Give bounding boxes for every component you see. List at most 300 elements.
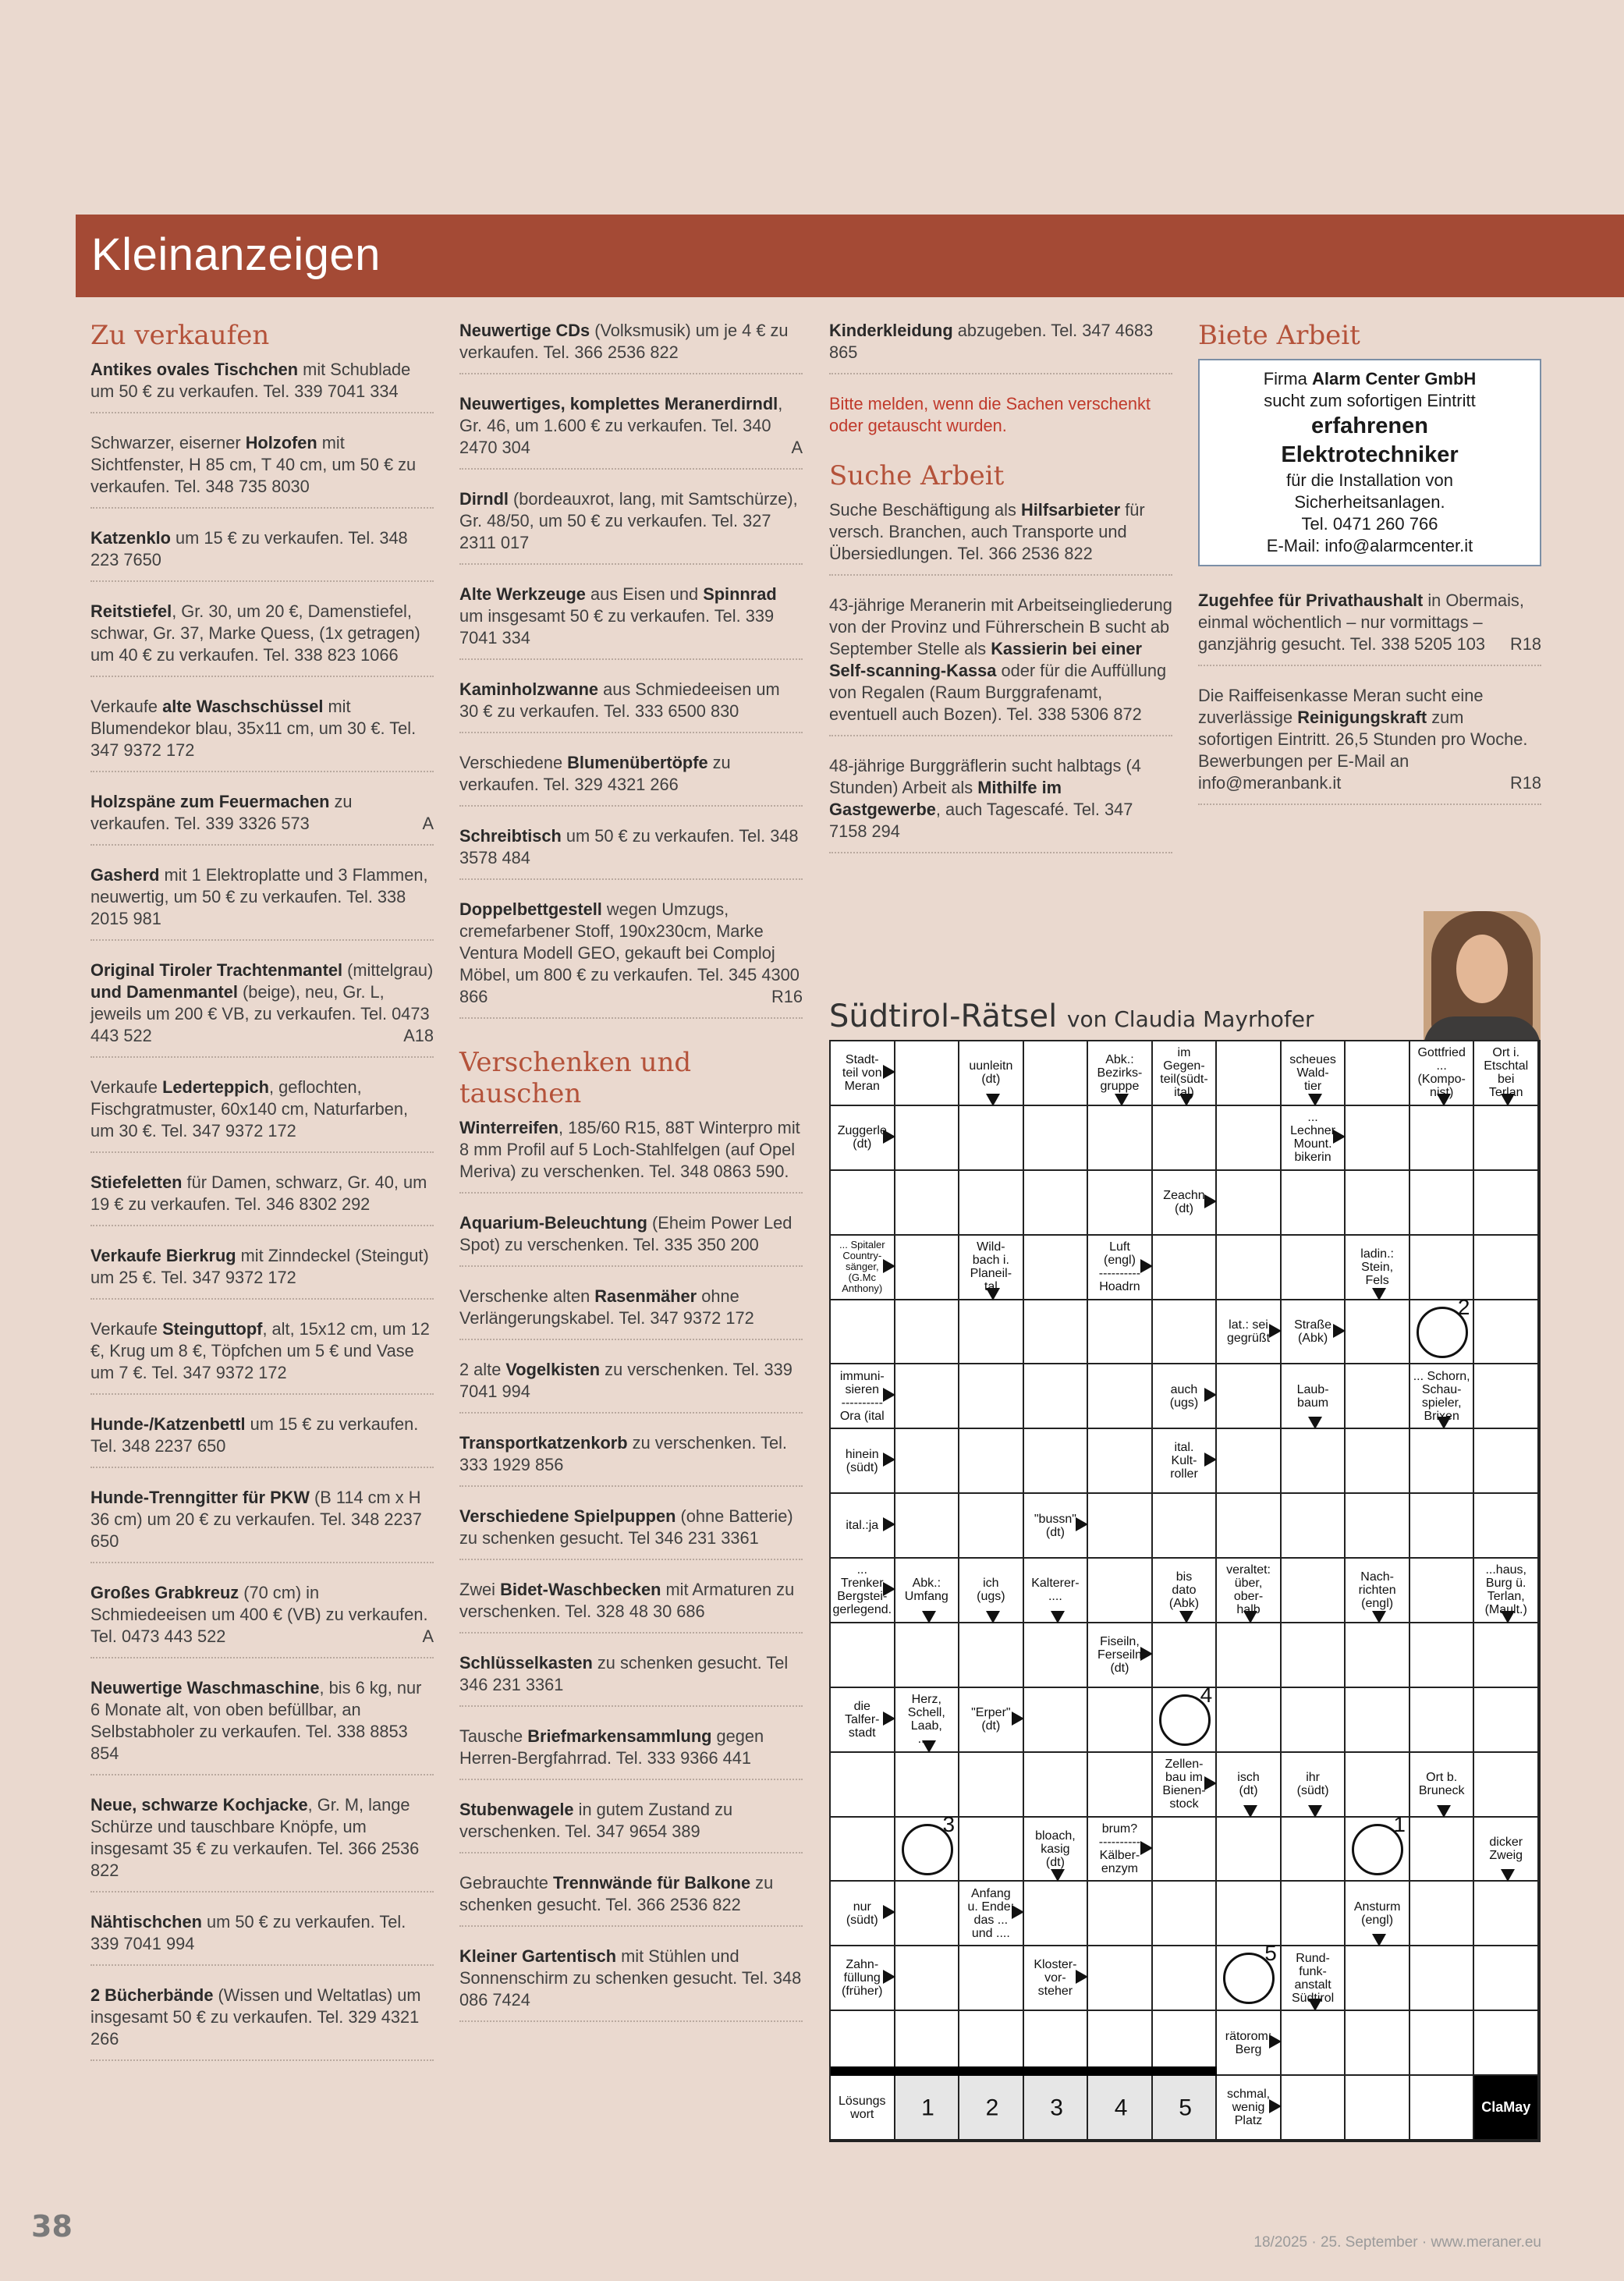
answer-cell[interactable]	[895, 1171, 960, 1236]
classified-ad: Neue, schwarze Kochjacke, Gr. M, lange Schürze und tauschbare Knöpfe, um insgesamt 35 € zu verkaufen. Tel. 366 2536 822	[90, 1794, 434, 1893]
clue-cell	[1153, 1364, 1218, 1429]
arrow-down-icon	[1243, 1805, 1257, 1818]
answer-cell[interactable]	[1410, 1882, 1475, 1946]
answer-cell[interactable]	[895, 1300, 960, 1365]
clue-text: Straße (Abk)	[1294, 1318, 1332, 1345]
answer-cell[interactable]	[895, 1364, 960, 1429]
answer-cell[interactable]	[1024, 1882, 1089, 1946]
solution-cell[interactable]	[1024, 2076, 1089, 2141]
clue-text: schmal, wenig Platz	[1226, 2088, 1271, 2128]
clue-text: Zahn- füllung (früher)	[842, 1958, 883, 1999]
answer-cell[interactable]	[895, 1753, 960, 1818]
answer-cell[interactable]	[1217, 1494, 1282, 1559]
arrow-down-icon	[1437, 1417, 1451, 1429]
clue-cell	[1282, 1106, 1346, 1171]
answer-cell[interactable]	[1088, 1364, 1153, 1429]
arrow-right-icon	[883, 1259, 895, 1273]
answer-cell[interactable]	[895, 1494, 960, 1559]
answer-cell[interactable]	[1282, 2011, 1346, 2076]
answer-cell[interactable]	[1474, 1106, 1539, 1171]
circle-number: 3	[942, 1811, 956, 1836]
section-title: Zu verkaufen	[90, 320, 270, 351]
clue-text: Lösungs wort	[839, 2094, 886, 2121]
answer-cell[interactable]	[1346, 1494, 1410, 1559]
answer-cell[interactable]	[1346, 1364, 1410, 1429]
answer-cell[interactable]	[895, 1106, 960, 1171]
clue-cell	[1346, 1236, 1410, 1300]
solution-cell[interactable]	[959, 2076, 1024, 2141]
job-company: Firma Alarm Center GmbH	[1263, 369, 1477, 388]
answer-cell[interactable]	[1346, 1753, 1410, 1818]
classified-ad: Dirndl (bordeauxrot, lang, mit Samtschürze), Gr. 48/50, um 50 € zu verkaufen. Tel. 327 2311 017	[459, 488, 803, 565]
answer-cell[interactable]	[959, 1946, 1024, 2011]
classified-ad: 43-jährige Meranerin mit Arbeitseingliederung von der Provinz und Führerschein B sucht ab September Stelle als Kassierin bei einer Self-scanning-Kassa oder für die Auffüllung von Regalen (Raum Burggrafenamt, eventuell auch Bozen). Tel. 338 5306 872	[829, 594, 1172, 736]
answer-cell[interactable]	[1282, 1236, 1346, 1300]
classified-ad: 48-jährige Burggräflerin sucht halbtags (4 Stunden) Arbeit als Mithilfe im Gastgewerbe, auch Tagescafé. Tel. 347 7158 294	[829, 755, 1172, 853]
classified-ad: Suche Beschäftigung als Hilfsarbieter für versch. Branchen, auch Transporte und Übersiedlungen. Tel. 366 2536 822	[829, 499, 1172, 576]
arrow-right-icon	[1076, 1970, 1088, 1984]
clue-cell	[895, 1688, 960, 1753]
classified-ad: Winterreifen, 185/60 R15, 88T Winterpro mit 8 mm Profil auf 5 Loch-Stahlfelgen (auf Opel Meriva) zu verschenken. Tel. 348 0863 590.	[459, 1117, 803, 1194]
arrow-right-icon	[883, 1388, 895, 1402]
arrow-right-icon	[1204, 1453, 1217, 1467]
answer-cell[interactable]	[831, 1171, 895, 1236]
notice-text: Bitte melden, wenn die Sachen verschenkt oder getauscht wurden.	[829, 394, 1151, 435]
answer-cell[interactable]	[1346, 1811, 1410, 1882]
clue-cell	[1088, 1041, 1153, 1106]
arrow-down-icon	[922, 1740, 936, 1753]
clue-cell	[1024, 1494, 1089, 1559]
clue-text: bloach, kasig (dt)	[1035, 1829, 1076, 1869]
answer-cell[interactable]	[1153, 1300, 1218, 1365]
clue-text: ladin.: Stein, Fels	[1360, 1247, 1394, 1287]
clue-cell	[1217, 1753, 1282, 1818]
clue-cell	[831, 1494, 895, 1559]
clue-cell	[1217, 2076, 1282, 2141]
classified-ad: Neuwertiges, komplettes Meranerdirndl, Gr. 46, um 1.600 € zu verkaufen. Tel. 340 2470 304 A	[459, 393, 803, 470]
clue-cell	[1153, 1559, 1218, 1623]
answer-cell[interactable]	[959, 1494, 1024, 1559]
answer-cell[interactable]	[1410, 1236, 1475, 1300]
answer-cell[interactable]	[1410, 1946, 1475, 2011]
classified-ad: Katzenklo um 15 € zu verkaufen. Tel. 348 223 7650	[90, 527, 434, 582]
answer-cell[interactable]	[895, 1811, 960, 1882]
clue-cell	[1024, 1818, 1089, 1882]
answer-cell[interactable]	[1217, 1041, 1282, 1106]
classified-ad: Kleiner Gartentisch mit Stühlen und Sonnenschirm zu schenken gesucht. Tel. 348 086 7424	[459, 1946, 803, 2022]
answer-cell[interactable]	[1346, 2011, 1410, 2076]
answer-cell[interactable]	[895, 1041, 960, 1106]
clue-text: Ort i. Etschtal bei Terlan	[1484, 1046, 1529, 1100]
solution-number: 2	[985, 2095, 999, 2121]
arrow-down-icon	[1308, 1999, 1322, 2011]
answer-cell[interactable]	[1088, 1106, 1153, 1171]
clue-text: ... Trenker Bergstei- gerlegend.	[832, 1563, 892, 1617]
answer-cell[interactable]	[1282, 1882, 1346, 1946]
clue-text: Rund- funk- anstalt Südtirol	[1291, 1951, 1335, 2005]
answer-cell[interactable]	[1088, 1753, 1153, 1818]
answer-cell[interactable]	[1217, 1688, 1282, 1753]
ad-list	[829, 320, 1172, 374]
clue-cell	[1024, 1559, 1089, 1623]
answer-cell[interactable]	[1410, 1559, 1475, 1623]
answer-cell[interactable]	[1346, 1429, 1410, 1494]
classified-ad: Verkaufe Bierkrug mit Zinndeckel (Steingut) um 25 €. Tel. 347 9372 172	[90, 1245, 434, 1300]
answer-cell[interactable]	[1024, 1623, 1089, 1688]
solution-number: 5	[1179, 2095, 1192, 2121]
section-title: Verschenken und tauschen	[459, 1047, 692, 1109]
answer-cell[interactable]	[1024, 1300, 1089, 1365]
answer-cell[interactable]	[1024, 1236, 1089, 1300]
job-headline: erfahrenen	[1311, 413, 1428, 438]
clue-cell	[1153, 1171, 1218, 1236]
answer-cell[interactable]	[1088, 1688, 1153, 1753]
clue-text: Wild- bach i. Planeil- tal	[970, 1240, 1012, 1294]
answer-cell[interactable]	[1217, 1171, 1282, 1236]
arrow-down-icon	[1437, 1805, 1451, 1818]
answer-cell[interactable]	[1474, 1494, 1539, 1559]
clue-text: im Gegen- teil(südt- ital)	[1160, 1046, 1208, 1100]
answer-cell[interactable]	[1474, 1429, 1539, 1494]
clue-cell	[959, 1688, 1024, 1753]
clue-cell	[831, 1364, 895, 1429]
answer-cell[interactable]	[1024, 1688, 1089, 1753]
clue-cell	[1410, 1753, 1475, 1818]
solution-cell[interactable]	[895, 2076, 960, 2141]
answer-cell[interactable]	[1410, 2011, 1475, 2076]
answer-cell[interactable]	[1282, 1494, 1346, 1559]
answer-cell[interactable]	[1153, 1946, 1218, 2011]
clue-text: Anfang u. Ende: das ... und ....	[967, 1886, 1015, 1940]
column-biete-arbeit	[1198, 320, 1541, 824]
answer-cell[interactable]	[1024, 1753, 1089, 1818]
answer-cell[interactable]	[1024, 1041, 1089, 1106]
author-photo	[1424, 911, 1541, 1040]
answer-cell[interactable]	[895, 1623, 960, 1688]
arrow-down-icon	[1501, 1611, 1515, 1623]
answer-cell[interactable]	[1410, 2076, 1475, 2141]
brand-cell: ClaMay	[1474, 2076, 1539, 2141]
answer-cell[interactable]	[1410, 1623, 1475, 1688]
arrow-down-icon	[1179, 1094, 1193, 1106]
answer-cell[interactable]	[1474, 1171, 1539, 1236]
answer-cell[interactable]	[1474, 1882, 1539, 1946]
solution-cell[interactable]	[1088, 2076, 1153, 2141]
arrow-down-icon	[1051, 1869, 1065, 1882]
arrow-right-icon	[1333, 1324, 1346, 1338]
clue-text: brum? ---------- Kälber- enzym	[1098, 1822, 1141, 1876]
answer-cell[interactable]	[959, 1106, 1024, 1171]
page-title: Kleinanzeigen	[91, 229, 381, 280]
puzzle-author: von Claudia Mayrhofer	[1066, 1006, 1314, 1032]
clue-cell	[1282, 1946, 1346, 2011]
job-email: E-Mail: info@alarmcenter.it	[1266, 536, 1473, 555]
arrow-down-icon	[986, 1288, 1000, 1300]
arrow-down-icon	[1501, 1869, 1515, 1882]
answer-cell[interactable]	[831, 1753, 895, 1818]
answer-cell[interactable]	[959, 1753, 1024, 1818]
classified-ad: Neuwertige CDs (Volksmusik) um je 4 € zu verkaufen. Tel. 366 2536 822	[459, 320, 803, 374]
section-title: Suche Arbeit	[829, 460, 1005, 491]
answer-cell[interactable]	[1282, 2076, 1346, 2141]
answer-cell[interactable]	[1088, 1882, 1153, 1946]
clue-cell	[831, 1429, 895, 1494]
ad-list	[459, 320, 803, 1019]
answer-cell[interactable]	[1346, 1623, 1410, 1688]
solution-number: 4	[1114, 2095, 1128, 2121]
arrow-right-icon	[1012, 1905, 1024, 1919]
answer-cell[interactable]	[959, 1364, 1024, 1429]
answer-cell[interactable]	[1088, 1171, 1153, 1236]
clue-text: Ort b. Bruneck	[1418, 1771, 1465, 1798]
answer-cell[interactable]	[959, 1818, 1024, 1882]
classified-ad: Stubenwagele in gutem Zustand zu verschenken. Tel. 347 9654 389	[459, 1799, 803, 1854]
answer-cell[interactable]	[1024, 1364, 1089, 1429]
classified-ad: Schwarzer, eiserner Holzofen mit Sichtfenster, H 85 cm, T 40 cm, um 50 € zu verkaufen. Tel. 348 735 8030	[90, 432, 434, 509]
clue-text: ich (ugs)	[977, 1577, 1005, 1604]
answer-cell[interactable]	[1346, 1041, 1410, 1106]
answer-cell[interactable]	[1282, 1818, 1346, 1882]
clue-text: Herz, Schell, Laab, .....	[907, 1693, 945, 1747]
answer-cell[interactable]	[1217, 1236, 1282, 1300]
job-line: Sicherheitsanlagen.	[1294, 492, 1445, 512]
clue-text: Stadt- teil von Meran	[842, 1052, 882, 1093]
clue-text: hinein (südt)	[845, 1447, 879, 1474]
answer-cell[interactable]	[1474, 1364, 1539, 1429]
job-line: für die Installation von	[1285, 470, 1454, 490]
arrow-down-icon	[986, 1094, 1000, 1106]
puzzle-title	[829, 999, 1314, 1034]
arrow-right-icon	[1204, 1776, 1217, 1790]
answer-cell[interactable]	[1282, 1429, 1346, 1494]
clue-cell	[1088, 1623, 1153, 1688]
clue-text: scheues Wald- tier	[1289, 1052, 1336, 1093]
arrow-right-icon	[1333, 1130, 1346, 1144]
section-header	[76, 215, 1624, 297]
arrow-down-icon	[1372, 1934, 1386, 1946]
answer-cell[interactable]	[1474, 1300, 1539, 1365]
answer-cell[interactable]	[1410, 1494, 1475, 1559]
clue-cell	[959, 1559, 1024, 1623]
clue-text: immuni- sieren ---------- Ora (ital	[839, 1369, 885, 1423]
classified-ad: Antikes ovales Tischchen mit Schublade um 50 € zu verkaufen. Tel. 339 7041 334	[90, 359, 434, 413]
answer-cell[interactable]	[831, 1623, 895, 1688]
answer-cell[interactable]	[1153, 1623, 1218, 1688]
classified-ad: Doppelbettgestell wegen Umzugs, cremefarbener Stoff, 190x230cm, Marke Ventura Modell GEO, gekauft bei Comploj Möbel, um 800 € zu verkaufen. Tel. 345 4300 866 R16	[459, 899, 803, 1019]
answer-cell[interactable]	[1346, 1300, 1410, 1365]
answer-cell[interactable]	[895, 1429, 960, 1494]
answer-cell[interactable]	[1346, 1171, 1410, 1236]
arrow-right-icon	[883, 1582, 895, 1596]
issue-info: 18/2025 · 25. September · www.meraner.eu	[1253, 2234, 1541, 2251]
solution-number: 1	[921, 2095, 934, 2121]
clue-text: Ansturm (engl)	[1353, 1900, 1401, 1927]
solution-cell[interactable]	[1153, 2076, 1218, 2141]
answer-cell[interactable]	[1153, 1236, 1218, 1300]
job-headline: Elektrotechniker	[1281, 442, 1459, 467]
clue-cell	[1282, 1753, 1346, 1818]
classified-ad: Verkaufe Lederteppich, geflochten, Fischgratmuster, 60x140 cm, Naturfarben, um 30 €. Tel. 347 9372 172	[90, 1077, 434, 1153]
circle-number: 4	[1200, 1682, 1213, 1707]
answer-cell[interactable]	[1474, 1753, 1539, 1818]
ad-list	[829, 499, 1172, 853]
answer-cell[interactable]	[1088, 1559, 1153, 1623]
clue-text: rätorom: Berg	[1225, 2029, 1272, 2056]
answer-cell[interactable]	[1410, 1294, 1475, 1365]
clue-cell	[1474, 1041, 1539, 1106]
answer-cell[interactable]	[959, 1171, 1024, 1236]
answer-cell[interactable]	[1024, 1429, 1089, 1494]
classified-ad: Stiefeletten für Damen, schwarz, Gr. 40, um 19 € zu verkaufen. Tel. 346 8302 292	[90, 1172, 434, 1226]
answer-cell[interactable]	[1153, 1882, 1218, 1946]
answer-cell[interactable]	[1024, 1171, 1089, 1236]
clue-text: die Talfer- stadt	[845, 1699, 880, 1740]
answer-cell[interactable]	[1088, 1494, 1153, 1559]
solution-divider	[831, 2066, 1217, 2076]
clue-text: ...haus, Burg ü. Terlan, (Mault.)	[1484, 1563, 1527, 1617]
classified-ad: Zugehfee für Privathaushalt in Obermais, einmal wöchentlich – nur vormittags – ganzjährig gesucht. Tel. 338 5205 103 R18	[1198, 590, 1541, 666]
classified-ad: Verschiedene Spielpuppen (ohne Batterie) zu schenken gesucht. Tel 346 231 3361	[459, 1506, 803, 1560]
clue-cell	[895, 1559, 960, 1623]
clue-cell	[831, 1559, 895, 1623]
answer-cell[interactable]	[1474, 2011, 1539, 2076]
classified-ad: Hunde-/Katzenbettl um 15 € zu verkaufen. Tel. 348 2237 650	[90, 1414, 434, 1468]
answer-cell[interactable]	[1217, 1882, 1282, 1946]
arrow-down-icon	[1115, 1094, 1129, 1106]
clue-text: "Erper" (dt)	[971, 1706, 1011, 1733]
answer-cell[interactable]	[1217, 1941, 1282, 2011]
section-title: Biete Arbeit	[1198, 320, 1360, 351]
arrow-right-icon	[883, 1712, 895, 1726]
answer-cell[interactable]	[1346, 2076, 1410, 2141]
answer-cell[interactable]	[959, 1429, 1024, 1494]
clue-text: veraltet: über, ober- halb	[1226, 1563, 1271, 1617]
clue-cell	[1282, 1300, 1346, 1365]
clue-cell	[959, 1236, 1024, 1300]
arrow-down-icon	[1308, 1417, 1322, 1429]
clue-cell	[1217, 2011, 1282, 2076]
arrow-down-icon	[1243, 1611, 1257, 1623]
answer-cell[interactable]	[959, 1623, 1024, 1688]
classified-ad: Neuwertige Waschmaschine, bis 6 kg, nur 6 Monate alt, von oben befüllbar, an Selbstabholer zu verkaufen. Tel. 338 8853 854	[90, 1677, 434, 1775]
classified-ad: Zwei Bidet-Waschbecken mit Armaturen zu verschenken. Tel. 328 48 30 686	[459, 1579, 803, 1634]
answer-cell[interactable]	[1217, 1818, 1282, 1882]
arrow-down-icon	[1051, 1611, 1065, 1623]
arrow-right-icon	[1269, 1324, 1282, 1338]
answer-cell[interactable]	[1217, 1106, 1282, 1171]
classified-ad: 2 Bücherbände (Wissen und Weltatlas) um insgesamt 50 € zu verkaufen. Tel. 329 4321 266	[90, 1985, 434, 2061]
clue-cell	[1282, 1364, 1346, 1429]
clue-text: ... Spitaler Country- sänger, (G.Mc Anthony)	[839, 1239, 885, 1295]
page-number: 38	[31, 2209, 73, 2244]
answer-cell[interactable]	[1474, 1688, 1539, 1753]
answer-cell[interactable]	[1153, 1494, 1218, 1559]
arrow-right-icon	[883, 1130, 895, 1144]
answer-cell[interactable]	[1153, 1818, 1218, 1882]
answer-cell[interactable]	[831, 1818, 895, 1882]
answer-cell[interactable]	[1410, 1106, 1475, 1171]
answer-cell[interactable]	[1282, 1171, 1346, 1236]
answer-cell[interactable]	[1217, 1364, 1282, 1429]
answer-cell[interactable]	[1088, 1429, 1153, 1494]
clue-cell	[831, 1106, 895, 1171]
clue-cell	[1217, 1300, 1282, 1365]
answer-cell[interactable]	[1410, 1688, 1475, 1753]
classified-ad: Original Tiroler Trachtenmantel (mittelgrau) und Damenmantel (beige), neu, Gr. L, jeweils um 200 € VB, zu verkaufen. Tel. 0473 443 522 A18	[90, 960, 434, 1058]
answer-cell[interactable]	[895, 1236, 960, 1300]
clue-cell	[1024, 1946, 1089, 2011]
clue-text: lat.: sei gegrüßt	[1226, 1318, 1271, 1345]
classified-ad: Gebrauchte Trennwände für Balkone zu schenken gesucht. Tel. 366 2536 822	[459, 1872, 803, 1927]
arrow-down-icon	[986, 1611, 1000, 1623]
arrow-right-icon	[1204, 1388, 1217, 1402]
answer-cell[interactable]	[1217, 1429, 1282, 1494]
answer-cell[interactable]	[1346, 1106, 1410, 1171]
classified-ad: Holzspäne zum Feuermachen zu verkaufen. Tel. 339 3326 573 A	[90, 791, 434, 846]
answer-cell[interactable]	[1474, 1623, 1539, 1688]
answer-cell[interactable]	[1346, 1946, 1410, 2011]
classified-ad: Die Raiffeisenkasse Meran sucht eine zuverlässige Reinigungskraft zum sofortigen Eintritt. 26,5 Stunden pro Woche. Bewerbungen per E-Mail an info@meranbank.it R18	[1198, 685, 1541, 805]
classified-ad: Hunde-Trenngitter für PKW (B 114 cm x H 36 cm) um 20 € zu verkaufen. Tel. 348 2237 650	[90, 1487, 434, 1563]
arrow-down-icon	[1437, 1094, 1451, 1106]
answer-cell[interactable]	[1346, 1688, 1410, 1753]
clue-text: nur (südt)	[846, 1900, 878, 1927]
clue-cell	[1346, 1559, 1410, 1623]
answer-cell[interactable]	[1410, 1818, 1475, 1882]
answer-cell[interactable]	[1217, 1623, 1282, 1688]
answer-cell[interactable]	[1474, 1946, 1539, 2011]
clue-cell	[1282, 1041, 1346, 1106]
answer-cell[interactable]	[895, 1882, 960, 1946]
clue-cell	[831, 1688, 895, 1753]
clue-cell	[831, 1236, 895, 1300]
answer-cell[interactable]	[1024, 1106, 1089, 1171]
circle-number: 5	[1264, 1941, 1277, 1966]
answer-cell[interactable]	[1153, 1682, 1218, 1753]
answer-cell[interactable]	[1410, 1429, 1475, 1494]
classified-ad: Kaminholzwanne aus Schmiedeeisen um 30 € zu verkaufen. Tel. 333 6500 830	[459, 679, 803, 733]
answer-cell[interactable]	[1282, 1623, 1346, 1688]
answer-cell[interactable]	[1088, 1300, 1153, 1365]
answer-cell[interactable]	[1088, 1946, 1153, 2011]
classified-ad: Schreibtisch um 50 € zu verkaufen. Tel. 348 3578 484	[459, 825, 803, 880]
answer-cell[interactable]	[895, 1946, 960, 2011]
answer-cell[interactable]	[1410, 1171, 1475, 1236]
answer-cell[interactable]	[959, 1300, 1024, 1365]
clue-text: Laub- baum	[1296, 1382, 1329, 1410]
clue-cell	[831, 1041, 895, 1106]
answer-cell[interactable]	[831, 1300, 895, 1365]
clue-text: auch (ugs)	[1169, 1382, 1199, 1410]
answer-cell[interactable]	[1474, 1236, 1539, 1300]
clue-cell	[831, 2076, 895, 2141]
clue-text: ... Schorn, Schau- spieler, Brixen	[1413, 1369, 1470, 1423]
arrow-right-icon	[1269, 2034, 1282, 2049]
classified-ad: Transportkatzenkorb zu verschenken. Tel. 333 1929 856	[459, 1432, 803, 1487]
arrow-down-icon	[1179, 1611, 1193, 1623]
answer-cell[interactable]	[1282, 1688, 1346, 1753]
arrow-down-icon	[1372, 1288, 1386, 1300]
answer-cell[interactable]	[1153, 1106, 1218, 1171]
clue-text: Kalterer- ....	[1031, 1577, 1080, 1604]
arrow-down-icon	[1308, 1805, 1322, 1818]
clue-cell	[1088, 1236, 1153, 1300]
answer-cell[interactable]	[1282, 1559, 1346, 1623]
clue-text: uunleitn (dt)	[969, 1059, 1013, 1087]
arrow-right-icon	[1140, 1647, 1153, 1661]
arrow-right-icon	[1140, 1259, 1153, 1273]
arrow-down-icon	[922, 1611, 936, 1623]
